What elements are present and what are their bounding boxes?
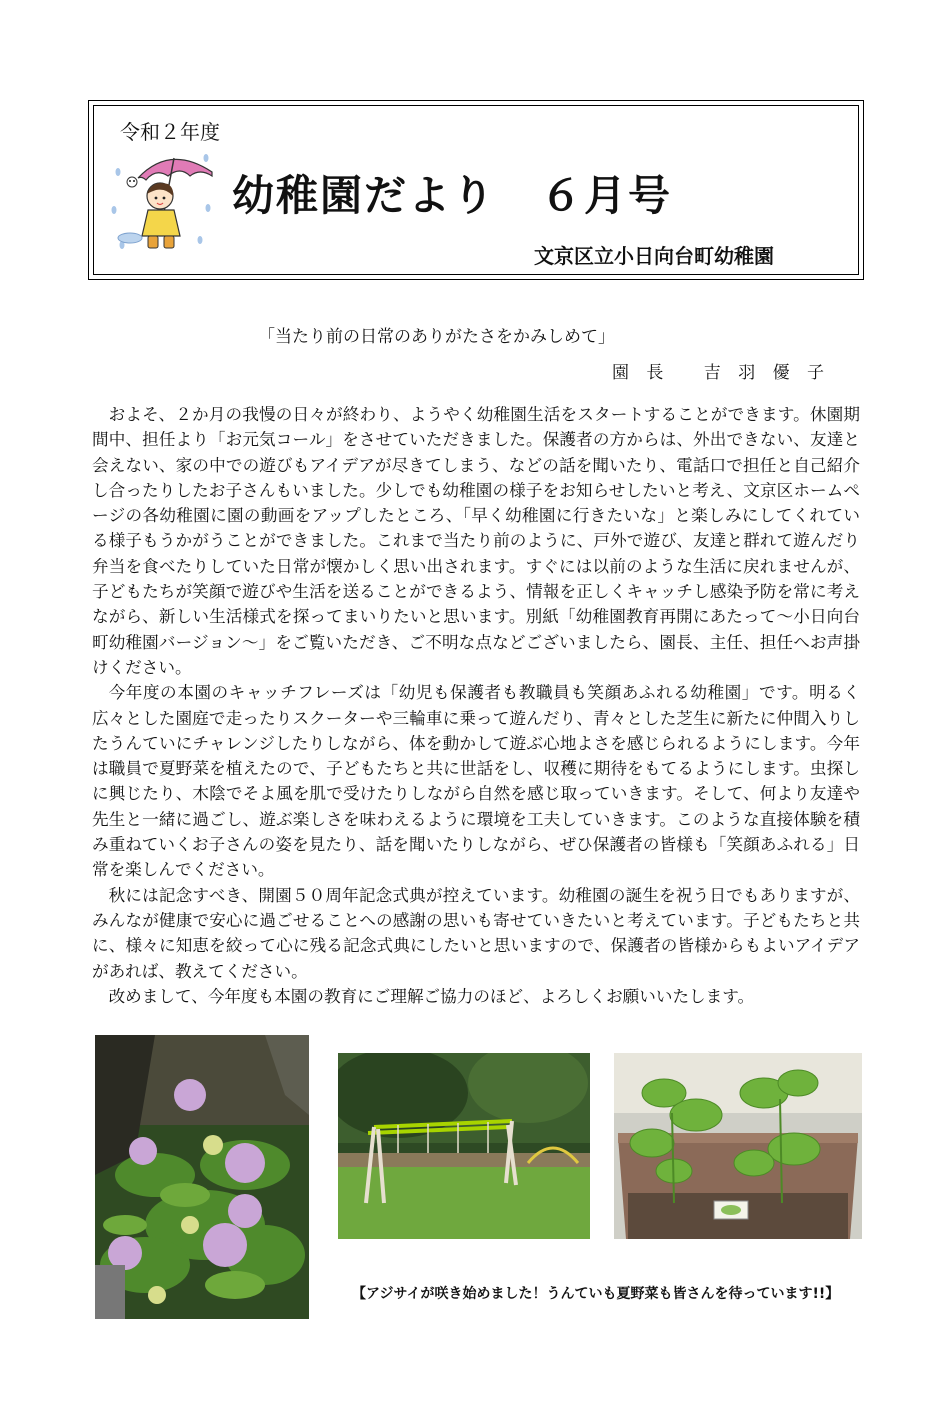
vegetable-planter-photo — [614, 1053, 862, 1239]
newsletter-title: 幼稚園だより ６月号 — [232, 171, 673, 220]
essay-paragraph: 今年度の本園のキャッチフレーズは「幼児も保護者も教職員も笑顔あふれる幼稚園」です。明るく広々とした園庭で走ったりスクーターや三輪車に乗って遊んだり、青々とした芝生に新たに仲間入りしたうんていにチャレンジしたりしながら、体を動かして遊ぶ心地よさを感じられるようにします。今年は職員で夏野菜を植えたので、子どもたちと共に世話をし、収穫に期待をもてるようにします。虫探しに興じたり、木陰でそよ風を肌で受けたりしながら自然を感じ取っていきます。そして、何より友達や先生と一緒に過ごし、遊ぶ楽しさを味わえるように環境を工夫していきます。このような直接体験を積み重ねていくお子さんの姿を見たり、話を聞いたりしながら、ぜひ保護者の皆様も「笑顔あふれる」日常を楽しんでください。 — [92, 683, 860, 880]
essay-paragraph: およそ、２か月の我慢の日々が終わり、ようやく幼稚園生活をスタートすることができます。休園期間中、担任より「お元気コール」をさせていただきました。保護者の方からは、外出できない、友達と会えない、家の中での遊びもアイデアが尽きてしまう、などの話を聞いたり、電話口で担任と自己紹介し合ったりしたお子さんもいました。少しでも幼稚園の様子をお知らせしたいと考え、文京区ホームページの各幼稚園に園の動画をアップしたところ、「早く幼稚園に行きたいな」と楽しみにしてくれている様子もうかがうことができました。これまで当たり前のように、戸外で遊び、友達と群れて遊んだり弁当を食べたりしていた日常が懐かしく思い出されます。すぐには以前のような生活に戻れませんが、子どもたちが笑顔で遊びや生活を送ることができるよう、情報を正しくキャッチし感染予防を常に考えながら、新しい生活様式を探ってまいりたいと思います。別紙「幼稚園教育再開にあたって〜小日向台町幼稚園バージョン〜」をご覧いただき、ご不明な点などございましたら、園長、主任、担任へお声掛けください。 — [92, 405, 860, 677]
essay-body — [92, 402, 860, 1009]
umbrella-girl-icon — [108, 150, 218, 258]
essay-paragraph: 改めまして、今年度も本園の教育にご理解ご協力のほど、よろしくお願いいたします。 — [108, 986, 755, 1006]
hydrangea-photo — [95, 1035, 309, 1319]
essay-author: 園 長 吉 羽 優 子 — [612, 363, 831, 383]
school-name: 文京区立小日向台町幼稚園 — [534, 244, 774, 268]
playground-photo — [338, 1053, 590, 1239]
essay-paragraph: 秋には記念すべき、開園５０周年記念式典が控えています。幼稚園の誕生を祝う日でもありますが、みんなが健康で安心に過ごせることへの感謝の思いも寄せていきたいと考えています。子どもたちと共に、様々に知恵を絞って心に残る記念式典にしたいと思いますので、保護者の皆様からもよいアイデアがあれば、教えてください。 — [92, 885, 860, 981]
photo-caption: 【アジサイが咲き始めました！うんていも夏野菜も皆さんを待っています!!】 — [352, 1286, 840, 1302]
essay-title: 「当たり前の日常のありがたさをかみしめて」 — [258, 327, 615, 347]
fiscal-year: 令和２年度 — [120, 120, 220, 144]
